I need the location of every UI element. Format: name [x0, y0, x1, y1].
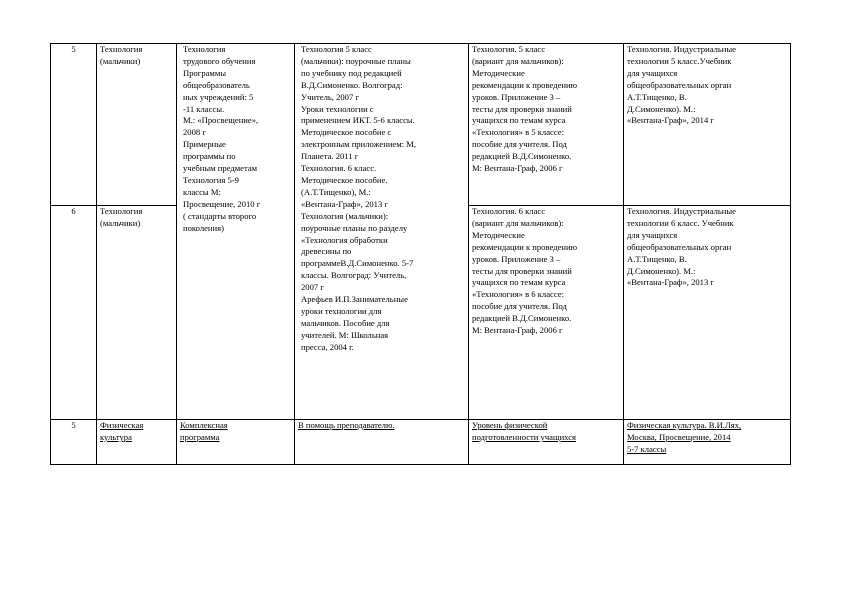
program-cell	[177, 44, 295, 420]
methodical-cell	[295, 44, 469, 420]
subject-cell: Технология (мальчики)	[97, 206, 177, 420]
curriculum-table	[50, 43, 791, 465]
methodical-text-lower: Методическое пособие. (А.Т.Тищенко), М.: «Вентана-Граф», 2013 г Технология (мальчики): поурочные планы по разделу «Технология обработки древесины по программеВ.Д.Симоненко. 5-7 классы. Волгоград: Учитель, 2007 г Арефьев И.П.Занимательные уроки технологии для мальчиков. Пособие для учителей. М: Школьная пресса, 2004 г.	[301, 174, 414, 352]
row-number: 6	[51, 206, 97, 420]
assessment-cell: Технология. 6 класс (вариант для мальчиков): Методические рекомендации к проведению уроков. Приложение 3 – тесты для проверки знаний учащихся по темам курса «Технология» в 6 классе: пособие для учителя. Под редакцией В.Д.Симоненко. М: Вентана-Граф, 2006 г	[469, 206, 624, 420]
row-number: 5	[51, 44, 97, 206]
textbook-cell: Технология. Индустриальные технологии 6 класс. Учебник для учащихся общеобразовательных орган А.Т.Тищенко, В. Д.Симоненко). М.: «Вентана-Граф», 2013 г	[624, 206, 791, 420]
table-row	[51, 420, 791, 465]
subject-cell: Физическая культура	[97, 420, 177, 465]
assessment-cell: Уровень физической подготовленности учащихся	[469, 420, 624, 465]
assessment-cell: Технология. 5 класс (вариант для мальчиков): Методические рекомендации к проведению уроков. Приложение 3 – тесты для проверки знаний учащихся по темам курса «Технология» в 5 классе: пособие для учителя. Под редакцией В.Д.Симоненко. М: Вентана-Граф, 2006 г	[469, 44, 624, 206]
subject-cell: Технология (мальчики)	[97, 44, 177, 206]
program-cell: Комплексная программа	[177, 420, 295, 465]
textbook-cell: Физическая культура. В.И.Лях, Москва, Просвещение, 2014 5-7 классы	[624, 420, 791, 465]
textbook-cell: Технология. Индустриальные технологии 5 класс.Учебник для учащихся общеобразовательных орган А.Т.Тищенко, В. Д.Симоненко). М.: «Вентана-Граф», 2014 г	[624, 44, 791, 206]
row-number: 5	[51, 420, 97, 465]
program-text-upper: Технология трудового обучения Программы общеобразователь ных учреждений: 5 -11 классы. М.: «Просвещение», 2008 г Примерные программы по учебным предметам	[183, 44, 259, 174]
methodical-text-upper: Технология 5 класс (мальчики): поурочные планы по учебнику под редакцией В.Д.Симоненко. Волгоград: Учитель, 2007 г Уроки технологии с применением ИКТ. 5-6 классы. Методическое пособие с электронным приложением: М, Планета. 2011 г Технология. 6 класс.	[301, 44, 416, 174]
program-text-lower: Технология 5-9 классы М: Просвещение, 2010 г ( стандарты второго поколения)	[183, 174, 261, 233]
methodical-cell: В помощь преподавателю.	[295, 420, 469, 465]
table-row	[51, 44, 791, 206]
